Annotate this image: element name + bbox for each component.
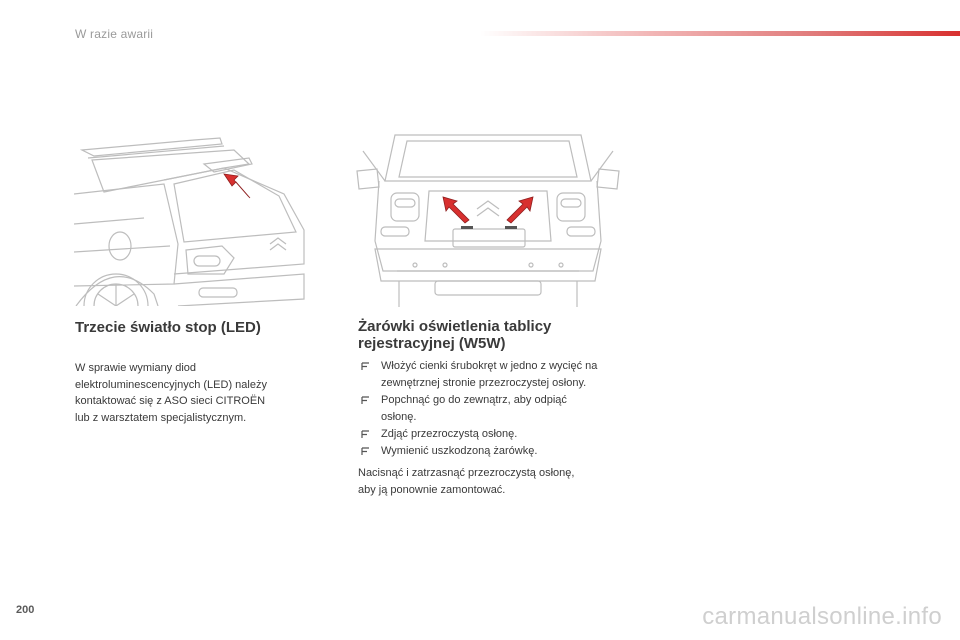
plate-lamps-closing-text [358, 465, 628, 499]
third-brake-light-body [75, 360, 315, 426]
step-item [358, 443, 628, 460]
body-line: lub z warsztatem specjalistycznym. [75, 411, 247, 424]
step-line: Wymienić uszkodzoną żarówkę. [381, 445, 538, 457]
step-item [358, 358, 628, 392]
closing-line: aby ją ponownie zamontować. [358, 484, 506, 496]
checkbox-bullet-icon [361, 396, 370, 405]
checkbox-bullet-icon [361, 447, 370, 456]
title-line: Żarówki oświetlenia tablicy [358, 318, 552, 335]
step-line: osłonę. [381, 411, 417, 423]
number-plate-lamps-illustration [355, 131, 621, 307]
section-header-title: W razie awarii [75, 27, 154, 41]
step-line: Włożyć cienki śrubokręt w jedno z wycięć na [381, 360, 598, 372]
body-line: W sprawie wymiany diod [75, 362, 197, 374]
checkbox-bullet-icon [361, 430, 370, 439]
step-line: zewnętrznej stronie przezroczystej osłony. [381, 377, 587, 389]
third-brake-light-illustration [74, 134, 306, 306]
step-line: Popchnąć go do zewnątrz, aby odpiąć [381, 394, 567, 406]
page-number: 200 [16, 604, 35, 616]
body-line: kontaktować się z ASO sieci CITROËN [75, 395, 266, 407]
plate-lamp-steps-list [358, 358, 628, 460]
closing-line: Nacisnąć i zatrzasnąć przezroczystą osłonę, [358, 467, 575, 479]
step-item [358, 392, 628, 426]
site-watermark: carmanualsonline.info [702, 603, 942, 630]
step-line: Zdjąć przezroczystą osłonę. [381, 428, 518, 440]
header-accent-bar [480, 31, 960, 36]
step-item [358, 426, 628, 443]
checkbox-bullet-icon [361, 362, 370, 371]
plate-lamps-title [358, 318, 551, 352]
body-line: elektroluminescencyjnych (LED) należy [75, 378, 267, 391]
third-brake-light-title: Trzecie światło stop (LED) [75, 319, 261, 336]
title-line: rejestracyjnej (W5W) [358, 335, 506, 352]
